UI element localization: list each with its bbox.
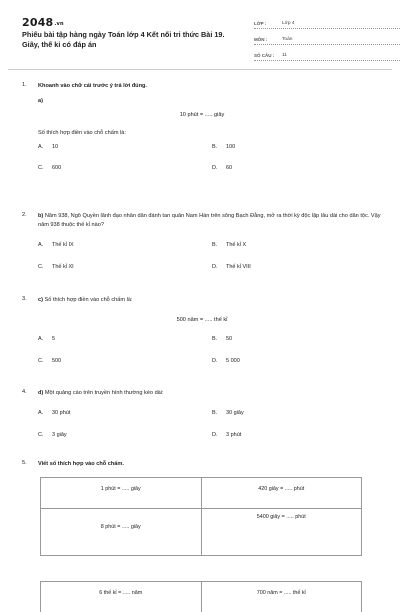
option-d[interactable]: D. 5 000 xyxy=(212,357,240,364)
site-logo[interactable]: 2048.vn xyxy=(22,16,64,29)
question-3-expression: 500 năm = ..... thế kỉ xyxy=(176,316,228,323)
question-1-text: Khoanh vào chữ cái trước ý trả lời đúng. xyxy=(38,83,147,89)
option-b[interactable]: B. 50 xyxy=(212,335,233,342)
option-b[interactable]: B. 100 xyxy=(212,143,236,150)
question-4-text: d) Một quảng cáo trên truyền hình thường kéo dài: xyxy=(38,390,164,396)
table-row xyxy=(41,582,361,612)
question-1-expression: 10 phút = ..... giây xyxy=(179,111,225,118)
option-a[interactable]: A. 10 xyxy=(38,143,59,150)
question-1-options xyxy=(22,144,382,184)
meta-row-class: LỚP : Lớp 4 xyxy=(254,16,400,29)
question-2-options xyxy=(22,242,382,282)
option-c[interactable]: C. 600 xyxy=(38,164,62,171)
answer-table-2 xyxy=(40,581,362,612)
option-a[interactable]: A. Thế kỉ IX xyxy=(38,242,74,248)
worksheet-title: Phiếu bài tập hàng ngày Toán lớp 4 Kết nối tri thức Bài 19. Giây, thế kỉ có đáp án xyxy=(22,30,225,49)
option-b[interactable]: B. 30 giây xyxy=(212,409,244,416)
question-1: 1. Khoanh vào chữ cái trước ý trả lời đúng. a) 10 phút = ..... giây Số thích hợp điền vào chỗ chấm là: A. 10 B. 100 C. 600 D. 60 xyxy=(22,82,382,184)
table-cell: 6 thế kỉ = ..... năm xyxy=(99,590,143,596)
option-a[interactable]: A. 5 xyxy=(38,335,56,342)
question-4: 4. d) Một quảng cáo trên truyền hình thường kéo dài: A. 30 phút B. 30 giây C. 3 giây D. 3 phút xyxy=(22,389,382,450)
table-cell: 8 phút = ..... giây xyxy=(100,524,141,530)
option-c[interactable]: C. 3 giây xyxy=(38,431,67,438)
table-row xyxy=(41,478,361,509)
meta-row-question-count: SỐ CÂU : 11 xyxy=(254,48,400,61)
table-row xyxy=(41,509,361,555)
question-3-options xyxy=(22,336,382,376)
answer-table-1 xyxy=(40,477,362,556)
question-2: 2. b) Năm 938, Ngô Quyền lãnh đạo nhân dân đánh tan quân Nam Hán trên sông Bạch Đằng, mở ra thời kỳ độc lập lâu dài cho dân tộc. Vậy năm 938 thuộc thế kỉ nào? A. Thế kỉ IX B. Thế kỉ X C. Thế kỉ XI D. Thế kỉ VIII xyxy=(22,212,382,282)
option-a[interactable]: A. 30 phút xyxy=(38,409,71,416)
question-5: 5. Viết số thích hợp vào chỗ chấm. xyxy=(22,460,382,469)
option-c[interactable]: C. Thế kỉ XI xyxy=(38,264,74,270)
question-4-options xyxy=(22,410,382,450)
option-b[interactable]: B. Thế kỉ X xyxy=(212,242,247,248)
option-d[interactable]: D. 3 phút xyxy=(212,431,242,438)
meta-fields xyxy=(254,16,400,64)
table-cell: 420 giây = ..... phút xyxy=(201,478,362,508)
question-5-text: Viết số thích hợp vào chỗ chấm. xyxy=(38,461,124,467)
option-d[interactable]: D. Thế kỉ VIII xyxy=(212,264,251,270)
question-1-part-label: a) xyxy=(38,97,43,104)
option-d[interactable]: D. 60 xyxy=(212,164,233,171)
table-cell: 5400 giây = ..... phút xyxy=(201,509,362,555)
question-3: 3. c) Số thích hợp điền vào chỗ chấm là: 500 năm = ..... thế kỉ A. 5 B. 50 C. 500 D. 5 000 xyxy=(22,296,382,376)
option-c[interactable]: C. 500 xyxy=(38,357,62,364)
meta-row-subject: MÔN : Toán xyxy=(254,32,400,45)
question-2-text: b) Năm 938, Ngô Quyền lãnh đạo nhân dân đánh tan quân Nam Hán trên sông Bạch Đằng, mở ra thời kỳ độc lập lâu dài cho dân tộc. Vậy năm 938 thuộc thế kỉ nào? xyxy=(38,213,381,228)
table-cell: 1 phút = ..... giây xyxy=(100,486,141,492)
worksheet-header xyxy=(22,16,382,64)
question-3-text: c) Số thích hợp điền vào chỗ chấm là: xyxy=(38,297,133,303)
table-cell: 700 năm = ..... thế kỉ xyxy=(201,582,362,612)
question-1-prompt: Số thích hợp điền vào chỗ chấm là: xyxy=(38,129,126,136)
header-divider xyxy=(8,69,392,70)
